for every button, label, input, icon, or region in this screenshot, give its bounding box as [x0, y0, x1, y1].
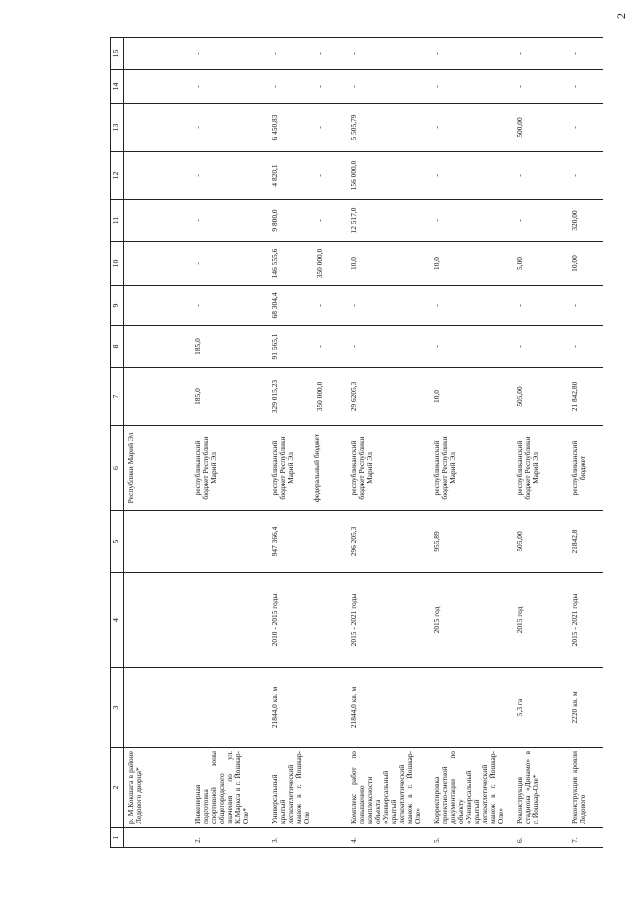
estimated-cost-cell: 505,00: [513, 511, 568, 573]
value-cell: [347, 70, 430, 104]
value-entry: -: [432, 219, 441, 222]
value-entry: -: [315, 52, 324, 55]
value-entry: -: [570, 345, 579, 348]
value-entry: -: [570, 174, 579, 177]
value-entry: 4 820,1: [270, 164, 279, 187]
value-entry: -: [432, 345, 441, 348]
value-cell: [268, 200, 347, 242]
value-cell: [124, 200, 192, 242]
value-entry: -: [315, 345, 324, 348]
value-entry: -: [432, 126, 441, 129]
value-entry: [127, 73, 136, 100]
value-cell: [513, 70, 568, 104]
value-cell: [268, 70, 347, 104]
value-cell: [568, 70, 603, 104]
capacity-cell: 5,3 га: [513, 668, 568, 748]
period-cell: 2015 - 2021 годы: [568, 573, 603, 668]
header-row: [111, 38, 124, 848]
value-cell: [430, 242, 513, 286]
period-cell: 2010 - 2015 годы: [268, 573, 347, 668]
value-cell: [430, 38, 513, 70]
value-cell: [191, 38, 268, 70]
value-cell: [191, 200, 268, 242]
value-cell: [347, 242, 430, 286]
funding-source: федеральный бюджет: [311, 433, 321, 503]
value-cell: [513, 38, 568, 70]
value-entry: -: [270, 85, 279, 88]
value-entry: 10,0: [432, 390, 441, 403]
value-entry: -: [315, 174, 324, 177]
period-cell: [191, 573, 268, 668]
object-name-cell: р. М.Кокшага в районе Ледового дворца*: [124, 748, 192, 828]
value-entry: 5 505,79: [349, 114, 358, 141]
value-entry: -: [432, 85, 441, 88]
capacity-cell: 21844,0 кв. м: [268, 668, 347, 748]
funding-source: республиканский бюджет Республики Марий Эл: [193, 436, 218, 500]
value-cell: [191, 242, 268, 286]
value-entry: -: [193, 219, 202, 222]
value-cell: [513, 326, 568, 368]
value-entry: 185,0: [193, 388, 202, 405]
value-cell: [430, 326, 513, 368]
value-entry: -: [570, 126, 579, 129]
value-entry: 505,00: [515, 386, 524, 407]
value-cell: [430, 70, 513, 104]
value-entry: 185,0: [193, 338, 202, 355]
value-cell: [124, 368, 192, 426]
estimated-cost-cell: 947 366,4: [268, 511, 347, 573]
value-cell: [568, 200, 603, 242]
value-entry: -: [515, 52, 524, 55]
row-number-cell: 4.: [347, 828, 430, 848]
row-number-cell: 2.: [191, 828, 268, 848]
column-header: 12: [111, 152, 124, 200]
capacity-cell: [430, 668, 513, 748]
budget-table: [110, 37, 603, 848]
value-cell: [191, 368, 268, 426]
value-cell: [124, 326, 192, 368]
value-cell: [513, 368, 568, 426]
value-entry: -: [432, 304, 441, 307]
value-entry: 5,00: [515, 257, 524, 270]
value-entry: 12 517,0: [349, 207, 358, 234]
column-header: 11: [111, 200, 124, 242]
value-cell: [268, 286, 347, 326]
funding-source: республиканский бюджет Республики Марий Эл: [270, 436, 295, 500]
value-cell: [347, 326, 430, 368]
value-cell: [347, 152, 430, 200]
column-header: 8: [111, 326, 124, 368]
column-header: 10: [111, 242, 124, 286]
column-header: 6: [111, 426, 124, 511]
value-cell: [124, 242, 192, 286]
value-entry: -: [432, 52, 441, 55]
value-cell: [347, 286, 430, 326]
value-entry: 91 565,1: [270, 333, 279, 360]
value-cell: [268, 104, 347, 152]
funding-source-cell: [191, 426, 268, 511]
funding-source-cell: [513, 426, 568, 511]
value-cell: [124, 104, 192, 152]
value-entry: [127, 107, 136, 148]
table-row: [124, 38, 192, 848]
value-cell: [430, 368, 513, 426]
value-cell: [513, 200, 568, 242]
value-cell: [513, 242, 568, 286]
column-header: 14: [111, 70, 124, 104]
value-entry: -: [315, 85, 324, 88]
period-cell: 2015 год: [513, 573, 568, 668]
value-cell: [191, 152, 268, 200]
column-header: 2: [111, 748, 124, 828]
column-header: 15: [111, 38, 124, 70]
capacity-cell: [191, 668, 268, 748]
rotated-table-container: [110, 38, 600, 848]
value-cell: [513, 152, 568, 200]
value-cell: [430, 152, 513, 200]
table-row: [347, 38, 430, 848]
estimated-cost-cell: [191, 511, 268, 573]
row-number-cell: 6.: [513, 828, 568, 848]
object-name-cell: Реконструкция кровли Ледового: [568, 748, 603, 828]
value-entry: 329 015,23: [270, 379, 279, 414]
value-cell: [191, 104, 268, 152]
value-entry: -: [193, 174, 202, 177]
column-header: 5: [111, 511, 124, 573]
column-header: 7: [111, 368, 124, 426]
value-cell: [513, 104, 568, 152]
value-cell: [191, 286, 268, 326]
value-entry: [127, 155, 136, 196]
value-entry: -: [349, 345, 358, 348]
value-entry: [127, 203, 136, 238]
value-cell: [430, 104, 513, 152]
object-name-cell: Инженерная подготовка спортивной зоны общегородского значения по ул. К.Маркса в г. Йошкар-Оле*: [191, 748, 268, 828]
period-cell: [124, 573, 192, 668]
row-number-cell: [124, 828, 192, 848]
value-entry: 29 6205,3: [349, 381, 358, 412]
capacity-cell: [124, 668, 192, 748]
value-cell: [268, 152, 347, 200]
table-row: [191, 38, 268, 848]
value-entry: -: [193, 52, 202, 55]
funding-source: республиканский бюджет Республики Марий Эл: [515, 436, 540, 500]
value-entry: [127, 371, 136, 422]
object-name-cell: Корректировка проектно-сметной документации по объекту «Универсальный крытый легкоатлетический манеж в г. Йошкар-Оле»: [430, 748, 513, 828]
value-entry: 9 800,0: [270, 209, 279, 232]
value-cell: [568, 368, 603, 426]
value-entry: -: [432, 174, 441, 177]
funding-source: республиканский бюджет Республики Марий Эл: [349, 436, 374, 500]
value-entry: -: [193, 262, 202, 265]
value-entry: 68 304,4: [270, 292, 279, 319]
value-entry: -: [570, 85, 579, 88]
table-row: [268, 38, 347, 848]
period-cell: 2015 год: [430, 573, 513, 668]
value-entry: -: [570, 304, 579, 307]
value-entry: -: [270, 52, 279, 55]
value-cell: [124, 70, 192, 104]
value-cell: [268, 38, 347, 70]
value-entry: 320,00: [570, 210, 579, 231]
value-cell: [347, 200, 430, 242]
value-entry: -: [193, 304, 202, 307]
estimated-cost-cell: [124, 511, 192, 573]
value-entry: [127, 245, 136, 282]
value-cell: [430, 200, 513, 242]
value-cell: [568, 152, 603, 200]
value-entry: -: [570, 52, 579, 55]
table-row: [430, 38, 513, 848]
value-entry: -: [193, 126, 202, 129]
value-cell: [191, 326, 268, 368]
funding-source-cell: [568, 426, 603, 511]
value-entry: -: [515, 304, 524, 307]
capacity-cell: 2220 кв. м: [568, 668, 603, 748]
value-cell: [347, 368, 430, 426]
value-entry: -: [193, 85, 202, 88]
column-header: 4: [111, 573, 124, 668]
period-cell: 2015 - 2021 годы: [347, 573, 430, 668]
value-cell: [568, 286, 603, 326]
value-cell: [191, 70, 268, 104]
funding-source-cell: [124, 426, 192, 511]
column-header: 9: [111, 286, 124, 326]
value-entry: 350 000,0: [315, 381, 324, 412]
value-cell: [124, 286, 192, 326]
page-number: 2: [614, 13, 628, 19]
value-cell: [568, 242, 603, 286]
funding-source-cell: [347, 426, 430, 511]
value-entry: 146 555,6: [270, 248, 279, 279]
value-cell: [124, 38, 192, 70]
value-cell: [513, 286, 568, 326]
value-cell: [568, 38, 603, 70]
value-entry: 156 000,0: [349, 160, 358, 191]
object-name-cell: Универсальный крытый легкоатлетический манеж в г. Йошкар-Оле: [268, 748, 347, 828]
value-cell: [268, 368, 347, 426]
value-entry: 21 842,80: [570, 381, 579, 412]
value-entry: -: [315, 219, 324, 222]
value-entry: 500,00: [515, 117, 524, 138]
row-number-cell: 3.: [268, 828, 347, 848]
funding-source-cell: [268, 426, 347, 511]
row-number-cell: 7.: [568, 828, 603, 848]
value-entry: [127, 329, 136, 364]
value-entry: -: [349, 85, 358, 88]
value-entry: 6 450,83: [270, 114, 279, 141]
column-header: 1: [111, 828, 124, 848]
funding-source: республиканский бюджет Республики Марий Эл: [432, 436, 457, 500]
funding-source-cell: [430, 426, 513, 511]
value-cell: [568, 104, 603, 152]
value-cell: [347, 104, 430, 152]
object-name-cell: Комплекс работ по повышению комплексности объекта «Универсальный крытый легкоатлетический манеж в г. Йошкар-Оле»: [347, 748, 430, 828]
table-row: [513, 38, 568, 848]
table-row: [568, 38, 603, 848]
capacity-cell: 21844,0 кв. м: [347, 668, 430, 748]
value-entry: -: [515, 174, 524, 177]
value-cell: [268, 242, 347, 286]
value-entry: 10,0: [432, 257, 441, 270]
value-entry: -: [349, 304, 358, 307]
object-name-cell: Реконструкция стадиона «Динамо» в г. Йошкар-Оле*: [513, 748, 568, 828]
value-entry: 10,0: [349, 257, 358, 270]
estimated-cost-cell: 21842,8: [568, 511, 603, 573]
estimated-cost-cell: 955,89: [430, 511, 513, 573]
value-cell: [568, 326, 603, 368]
value-cell: [347, 38, 430, 70]
value-entry: -: [515, 345, 524, 348]
value-entry: -: [315, 126, 324, 129]
value-entry: -: [515, 85, 524, 88]
value-cell: [430, 286, 513, 326]
value-cell: [268, 326, 347, 368]
estimated-cost-cell: 296 205,3: [347, 511, 430, 573]
value-entry: -: [315, 304, 324, 307]
column-header: 13: [111, 104, 124, 152]
value-entry: [127, 289, 136, 322]
column-header: 3: [111, 668, 124, 748]
funding-source: Республики Марий Эл: [126, 432, 135, 504]
funding-source: республиканский бюджет: [570, 440, 587, 496]
row-number-cell: 5.: [430, 828, 513, 848]
value-entry: -: [515, 219, 524, 222]
value-cell: [124, 152, 192, 200]
value-entry: [127, 41, 136, 66]
value-entry: 350 000,0: [315, 248, 324, 279]
value-entry: -: [349, 52, 358, 55]
value-entry: 10,00: [570, 255, 579, 272]
